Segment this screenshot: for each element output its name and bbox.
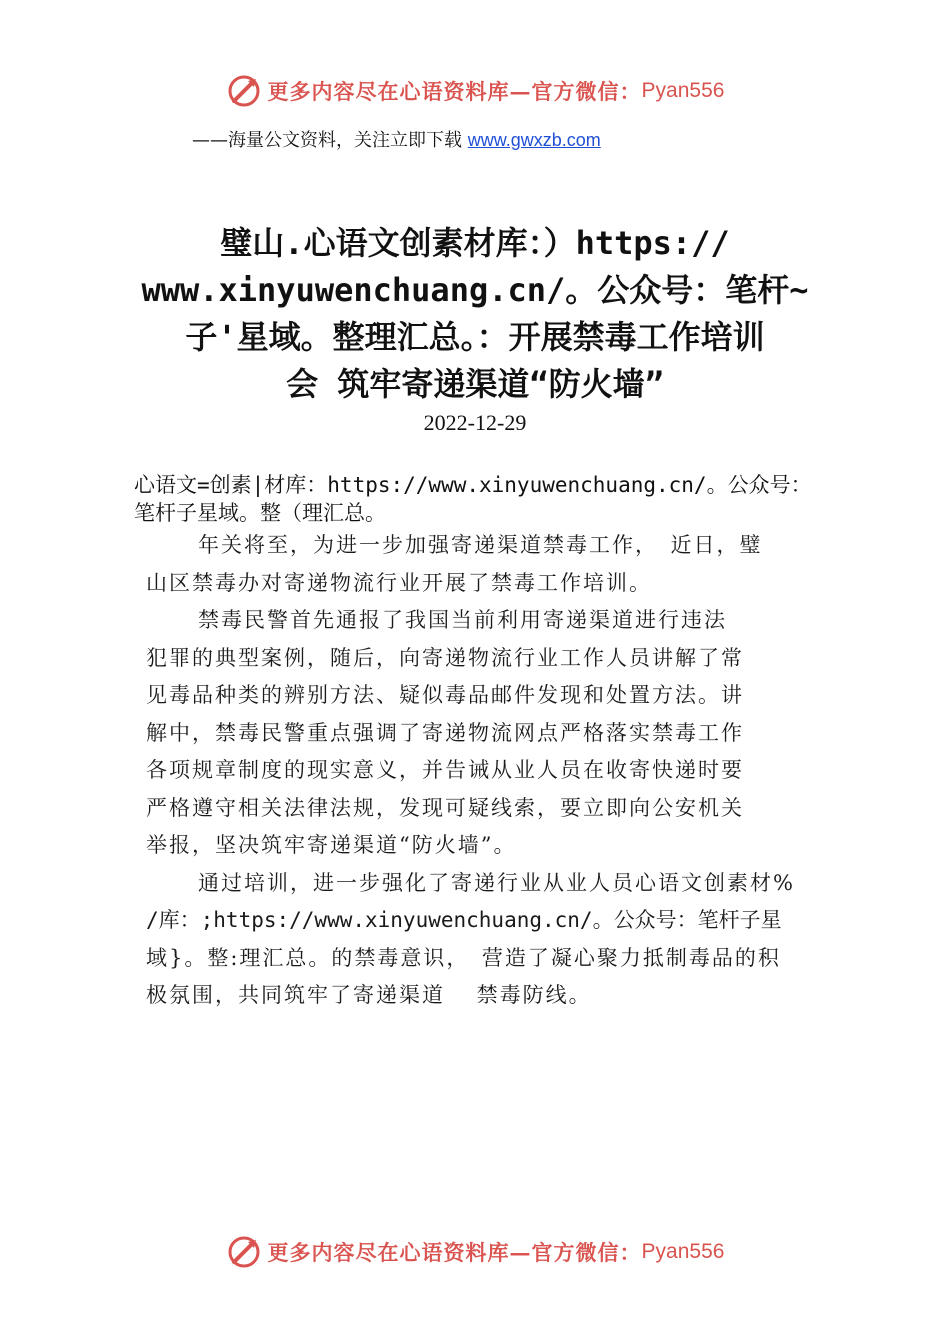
body-line: 山区禁毒办对寄递物流行业开展了禁毒工作培训。 xyxy=(146,570,652,595)
body-line: 通过培训，进一步强化了寄递行业从业人员心语文创素材% xyxy=(198,870,795,895)
body-line: /库：;https://www.xinyuwenchuang.cn/。公众号：笔杆子星 xyxy=(146,908,782,932)
document-title xyxy=(130,220,820,408)
body-line: 极氛围，共同筑牢了寄递渠道 禁毒防线。 xyxy=(146,983,592,1007)
intro-line: 心语文=创素|材库：https://www.xinyuwenchuang.cn/。公众号： xyxy=(134,473,812,497)
body-line: 禁毒民警首先通报了我国当前利用寄递渠道进行违法 xyxy=(198,608,727,632)
body-line: 严格遵守相关法律法规，发现可疑线索，要立即向公安机关 xyxy=(146,795,744,820)
intro-line: 笔杆子星域。整（理汇总。 xyxy=(134,501,386,525)
body-line: 域}。整:理汇总。的禁毒意识， 营造了凝心聚力抵制毒品的积 xyxy=(146,945,781,970)
paragraph-2 xyxy=(146,602,836,865)
document-date: 2022-12-29 xyxy=(423,410,527,435)
brand-logo-icon xyxy=(226,1234,262,1270)
title-line: 会 筑牢寄递渠道“防火墙” xyxy=(286,365,664,403)
brand-logo-icon xyxy=(226,73,262,109)
banner-text: 更多内容尽在心语资料库—官方微信： xyxy=(267,79,642,104)
body-line: 犯罪的典型案例，随后，向寄递物流行业工作人员讲解了常 xyxy=(146,645,744,670)
download-link[interactable]: www.gwxzb.com xyxy=(467,130,601,150)
paragraph-1 xyxy=(146,527,836,602)
body-line: 解中，禁毒民警重点强调了寄递物流网点严格落实禁毒工作 xyxy=(146,720,744,745)
body-line: 年关将至，为进一步加强寄递渠道禁毒工作， 近日，璧 xyxy=(198,533,763,557)
subline-text: ——海量公文资料，关注立即下载 xyxy=(192,130,468,151)
title-line: 子'星域。整理汇总。：开展禁毒工作培训 xyxy=(185,318,765,356)
document-body xyxy=(146,527,836,1015)
banner-wechat-id: Pyan556 xyxy=(641,1240,725,1263)
body-line: 见毒品种类的辨别方法、疑似毒品邮件发现和处置方法。讲 xyxy=(146,683,744,707)
paragraph-3 xyxy=(146,865,836,1015)
intro-note xyxy=(134,471,854,527)
banner-wechat-id: Pyan556 xyxy=(641,79,725,102)
body-line: 各项规章制度的现实意义，并告诫从业人员在收寄快递时要 xyxy=(146,758,744,782)
title-line: www.xinyuwenchuang.cn/。公众号：笔杆~ xyxy=(141,271,809,309)
download-subline xyxy=(192,126,601,152)
footer-banner xyxy=(0,1229,950,1275)
body-line: 举报，坚决筑牢寄递渠道“防火墙”。 xyxy=(146,833,517,857)
header-banner xyxy=(0,68,950,114)
title-line: 璧山.心语文创素材库：）https:// xyxy=(220,224,730,262)
banner-text: 更多内容尽在心语资料库—官方微信： xyxy=(267,1240,642,1265)
